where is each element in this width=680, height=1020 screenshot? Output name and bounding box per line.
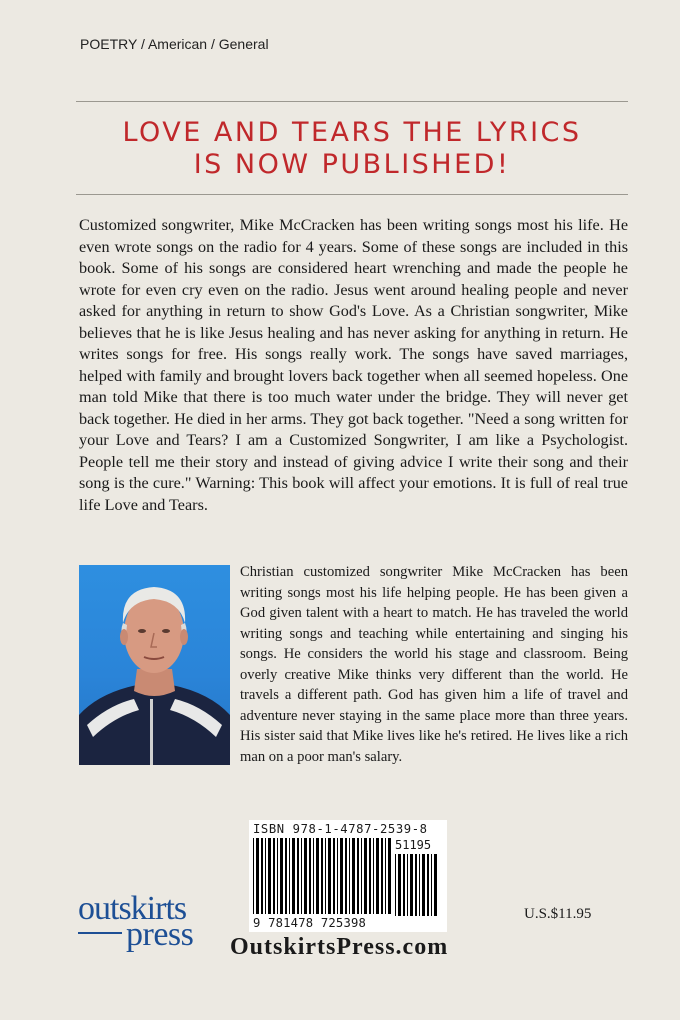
price-label: U.S.$11.95 — [524, 906, 592, 922]
headline-line-1: LOVE AND TEARS THE LYRICS — [122, 117, 582, 148]
author-portrait-icon — [79, 565, 230, 765]
barcode-addon-digits: 51195 — [395, 838, 432, 852]
headline — [76, 117, 628, 181]
top-divider — [76, 101, 628, 102]
barcode-digits: 9 781478 725398 — [253, 916, 367, 930]
logo-press: press — [126, 916, 194, 953]
bottom-divider — [76, 194, 628, 195]
logo-rule — [78, 932, 122, 934]
publisher-website: OutskirtsPress.com — [230, 934, 449, 960]
addon-barcode-icon — [395, 854, 441, 916]
author-photo — [79, 565, 230, 765]
headline-line-2: IS NOW PUBLISHED! — [193, 149, 511, 180]
author-bio: Christian customized songwriter Mike McCracken has been writing songs most his life helping people. He has been given a God given talent with a heart to match. He has traveled the world writing songs and teaching while entertaining and singing his songs. He considers the world his stage and classroom. Being overly creative Mike thinks very different than the world. He travels a different path. God has given him a life of travel and adventure never staying in the same place more than three years. His sister said that Mike lives like he's retired. He lives like a rich man on a poor man's salary. — [240, 564, 628, 765]
isbn-barcode — [249, 820, 447, 932]
logo-outskirts: outskirts — [78, 890, 187, 927]
book-description: Customized songwriter, Mike McCracken has been writing songs most his life. He even wrote songs on the radio for 4 years. Some of these songs are included in this book. Some of his songs are considered heart wrenching and made the people he wrote for even cry even on the radio. Jesus went around healing people and never asked for anything in return to show God's Love. As a Christian songwriter, Mike believes that he is like Jesus healing and has never asking for anything in return. He writes songs for free. His songs really work. The songs have saved marriages, helped with family and brought lovers back together when all seemed hopeless. One man told Mike that there is too much water under the bridge. They will never get back together. He died in her arms. They got back together. "Need a song written for your Love and Tears? I am a Customized Songwriter, I am like a Psychologist. People tell me their story and instead of giving advice I write their song and their song is the cure." Warning: This book will affect your emotions. It is full of real true life Love and Tears. — [79, 216, 628, 514]
category-label: POETRY / American / General — [80, 36, 269, 52]
publisher-logo — [78, 892, 202, 962]
barcode-icon — [253, 838, 393, 916]
isbn-label: ISBN 978-1-4787-2539-8 — [253, 822, 428, 836]
